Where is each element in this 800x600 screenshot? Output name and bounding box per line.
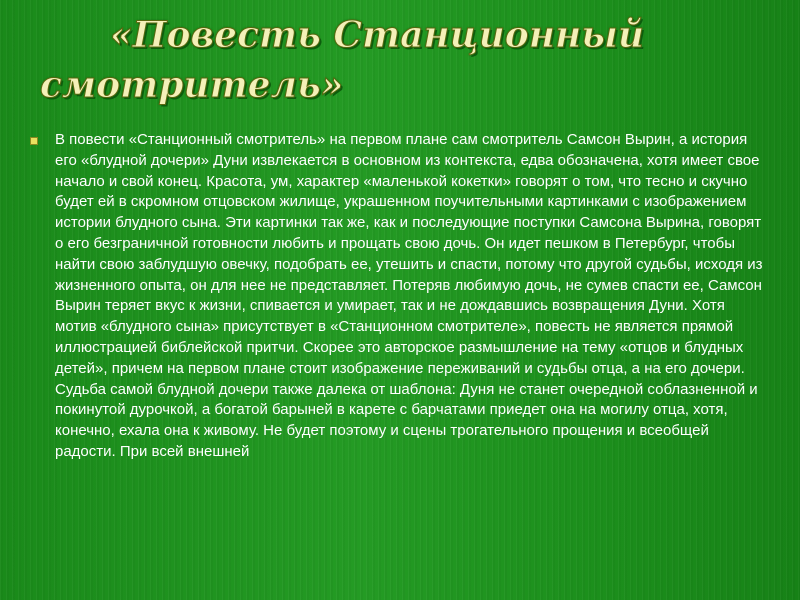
- slide-content: [30, 130, 770, 463]
- bullet-text: В повести «Станционный смотритель» на первом плане сам смотритель Самсон Вырин, а история его «блудной дочери» Дуни извлекается в основном из контекста, едва обозначена, хотя имеет свое начало и свой конец. Красота, ум, характер «маленькой кокетки» говорят о том, что тесно и скучно будет ей в скромном отцовском жилище, украшенном поучительными картинками с изображением истории блудного сына. Эти картинки так же, как и последующие поступки Самсона Вырина, говорят о его безграничной готовности любить и прощать свою дочь. Он идет пешком в Петербург, чтобы найти свою заблудшую овечку, подобрать ее, утешить и спасти, потому что другой судьбы, исходя из жизненного опыта, он для нее не представляет. Потеряв любимую дочь, не сумев спасти ее, Самсон Вырин теряет вкус к жизни, спивается и умирает, так и не дождавшись возвращения Дуни. Хотя мотив «блудного сына» присутствует в «Станционном смотрителе», повесть не является прямой иллюстрацией библейской притчи. Скорее это авторское размышление на тему «отцов и блудных детей», причем на первом плане стоит изображение переживаний и судьбы отца, а на его дочери. Судьба самой блудной дочери также далека от шаблона: Дуня не станет очередной соблазненной и покинутой дурочкой, а богатой барыней в карете с барчатами приедет она на могилу отца, хотя, конечно, ехала она к живому. Не будет поэтому и сцены трогательного прощения и всеобщей радости. При всей внешней: [55, 131, 763, 460]
- slide-title-line-2: смотритель»: [40, 64, 344, 106]
- bullet-item: [30, 130, 770, 463]
- square-bullet-icon: [30, 137, 38, 145]
- slide-title: [30, 10, 770, 110]
- slide-title-line-1: «Повесть Станционный: [110, 14, 645, 56]
